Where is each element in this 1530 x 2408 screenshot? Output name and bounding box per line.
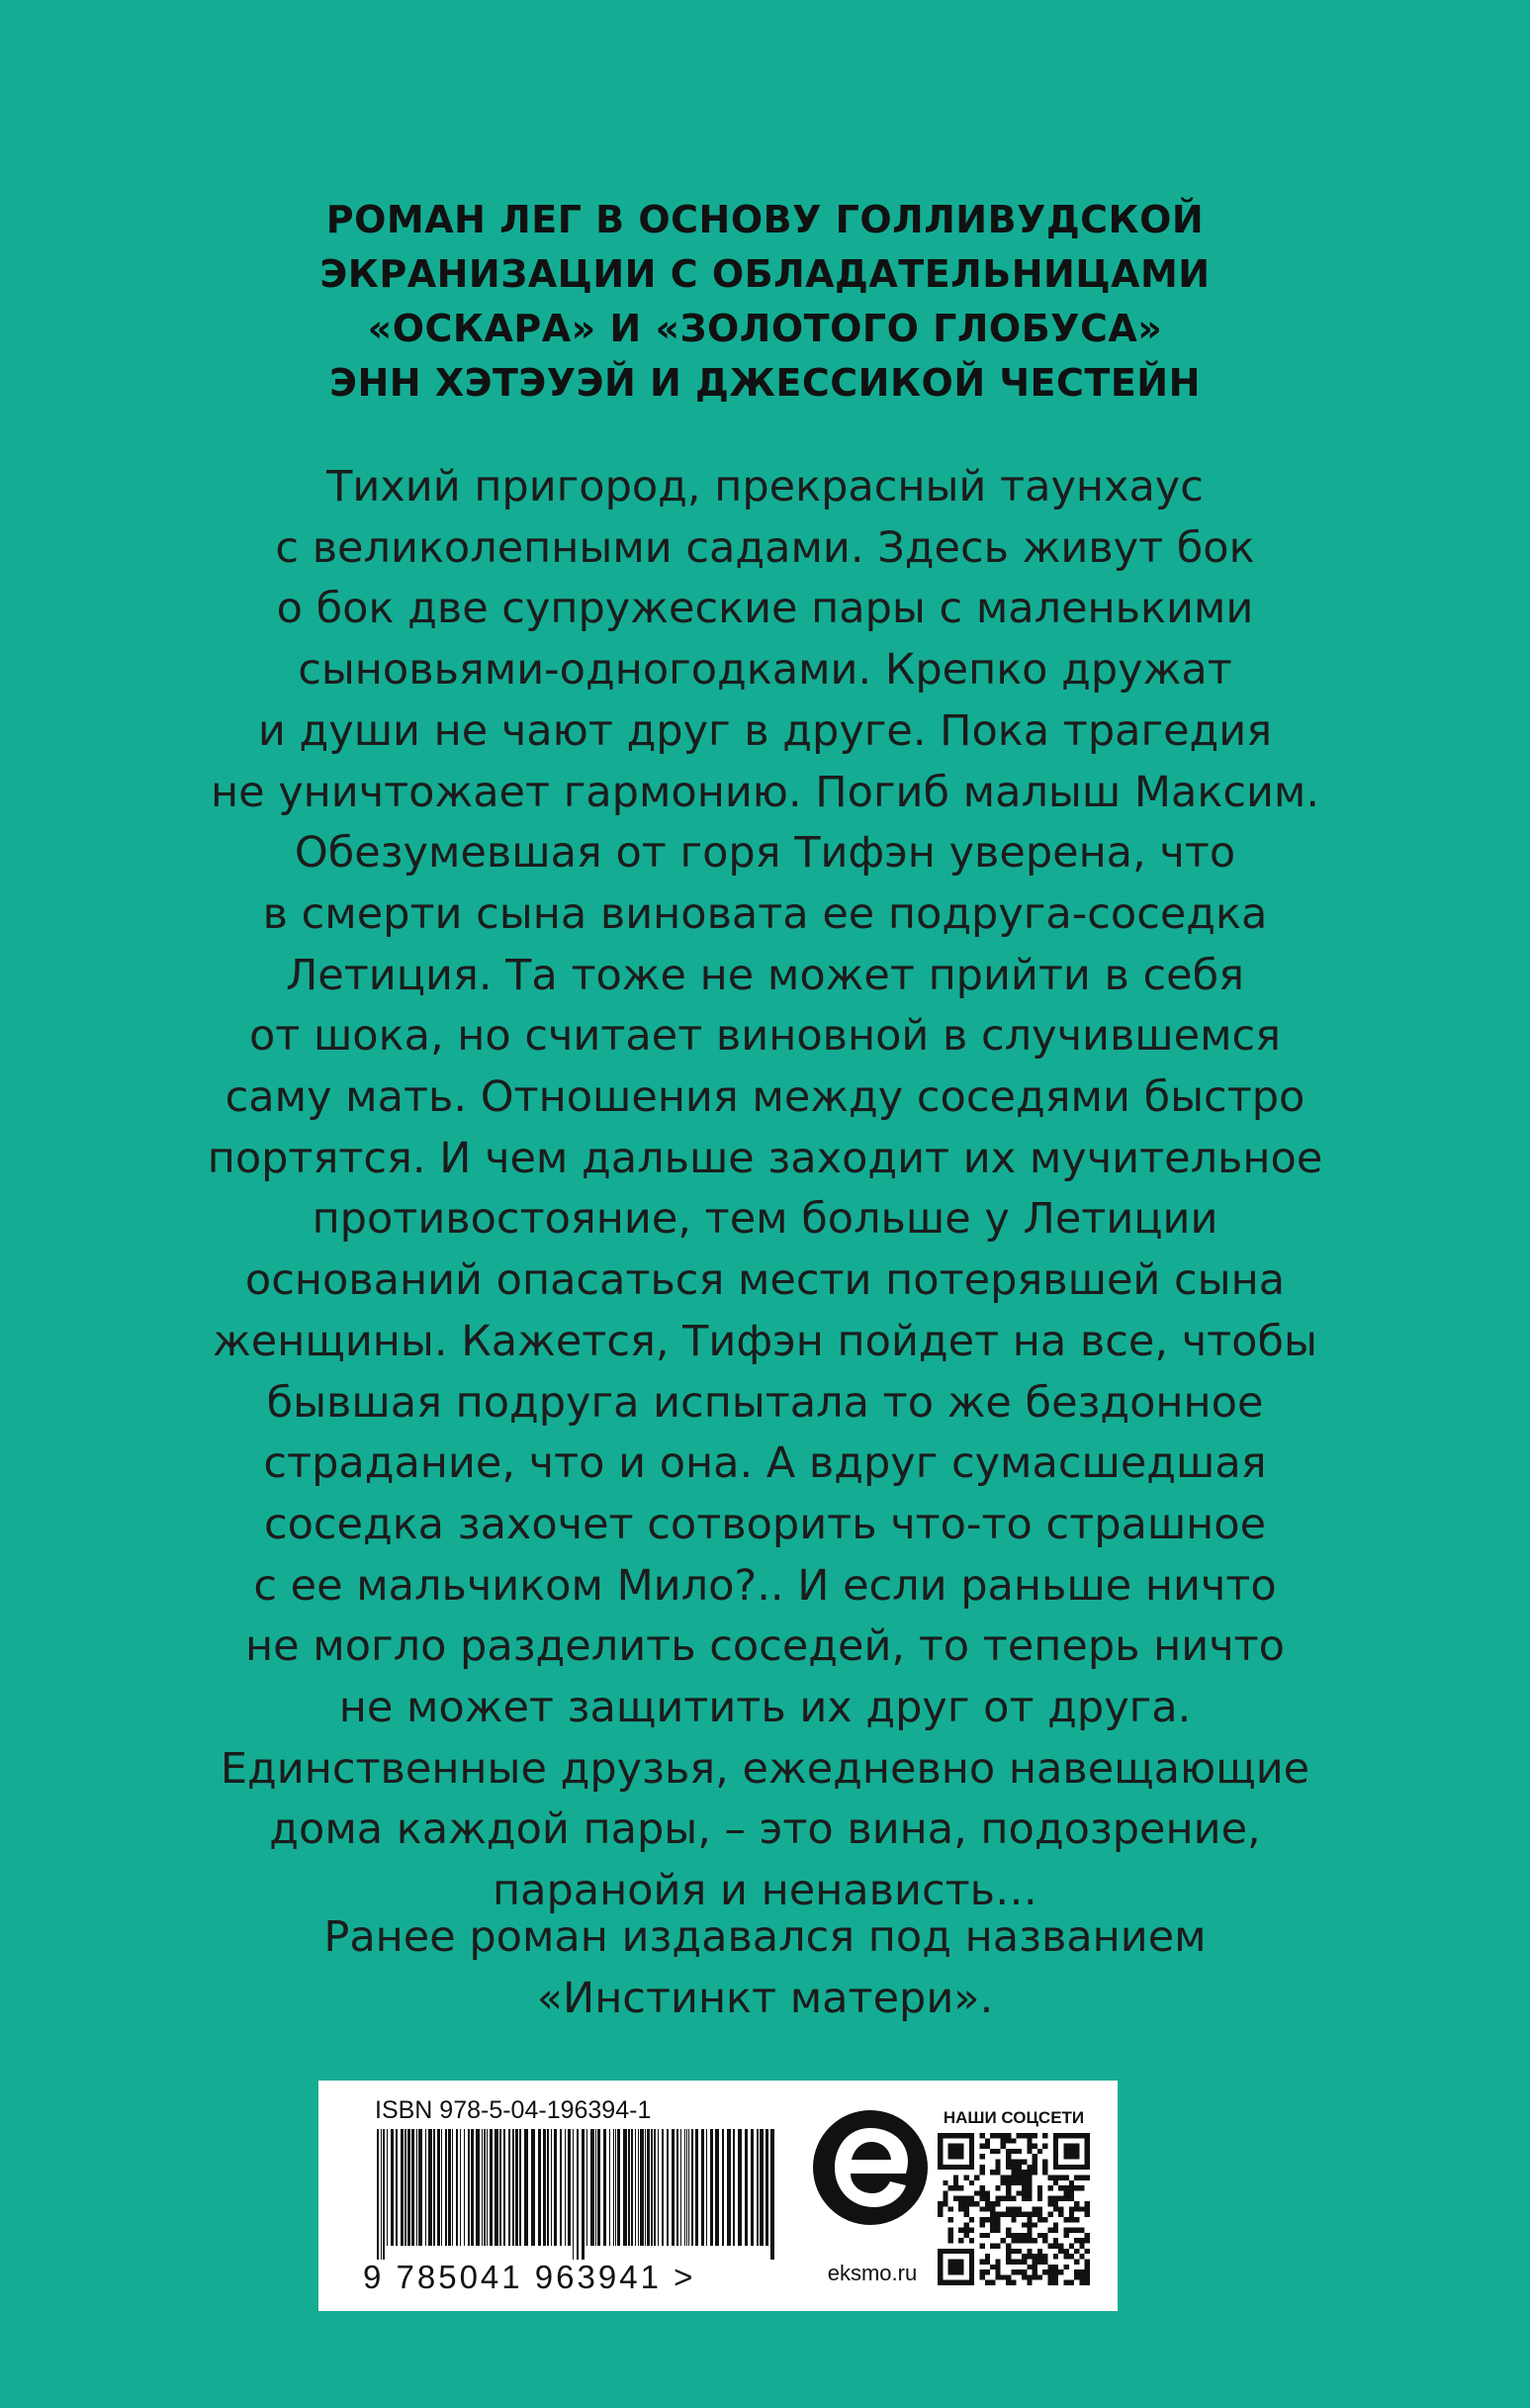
site-link[interactable]: eksmo.ru [827,2261,918,2285]
note-line: Ранее роман издавался под названием [323,1912,1207,1962]
blurb-line: о бок две супружеские пары с маленькими [276,584,1254,634]
blurb-line: Единственные друзья, ежедневно навещающие [220,1743,1310,1794]
blurb-line: соседка захочет сотворить что-то страшное [263,1499,1267,1549]
blurb-line: с великолепными садами. Здесь живут бок [275,522,1255,573]
blurb-line: женщины. Кажется, Тифэн пойдет на все, чтобы [213,1316,1317,1366]
edition-note [0,1906,1530,2029]
blurb-line: Тихий пригород, прекрасный таунхаус [326,462,1204,511]
blurb-line: противостояние, тем больше у Летиции [312,1194,1218,1245]
blurb-line: и души не чают друг в друге. Пока трагедия [257,705,1273,756]
headline-line: ЭНН ХЭТЭУЭЙ И ДЖЕССИКОЙ ЧЕСТЕЙН [329,361,1201,405]
blurb-line: с ее мальчиком Мило?.. И если раньше ничто [253,1560,1277,1611]
blurb-line: паранойя и ненависть… [493,1866,1037,1916]
barcode-icon [375,2129,782,2260]
blurb-text [0,457,1530,1922]
blurb-line: не может защитить их друг от друга. [338,1683,1192,1733]
blurb-line: бывшая подруга испытала то же бездонное [266,1377,1264,1428]
note-line: «Инстинкт матери». [536,1974,994,2023]
blurb-line: от шока, но считает виновной в случившемся [248,1011,1282,1062]
blurb-line: не могло разделить соседей, то теперь ничто [245,1621,1285,1672]
blurb-line: страдание, что и она. А вдруг сумасшедшая [263,1438,1267,1489]
headline-line: РОМАН ЛЕГ В ОСНОВУ ГОЛЛИВУДСКОЙ [325,198,1205,241]
blurb-line: Летиция. Та тоже не может прийти в себя [285,950,1245,1000]
blurb-line: оснований опасаться мести потерявшей сына [244,1255,1286,1306]
blurb-line: портятся. И чем дальше заходит их мучительное [207,1133,1323,1183]
eksmo-logo-icon[interactable] [801,2098,940,2237]
blurb-line: сыновьями-одногодками. Крепко дружат [298,645,1232,695]
info-box [318,2081,1118,2311]
headline [0,193,1530,411]
headline-line: ЭКРАНИЗАЦИИ С ОБЛАДАТЕЛЬНИЦАМИ [319,252,1211,296]
qr-code-icon[interactable] [938,2133,1090,2285]
blurb-line: саму мать. Отношения между соседями быстро [225,1072,1305,1123]
blurb-line: не уничтожает гармонию. Погиб малыш Максим. [210,767,1320,817]
headline-line: «ОСКАРА» И «ЗОЛОТОГО ГЛОБУСА» [367,307,1163,350]
blurb-line: в смерти сына виновата ее подруга-соседка [262,888,1268,939]
social-label: НАШИ СОЦСЕТИ [943,2108,1085,2127]
barcode-digits: 9 785041 963941 > [363,2259,696,2295]
blurb-line: дома каждой пары, – это вина, подозрение, [269,1805,1261,1855]
isbn-label: ISBN 978-5-04-196394-1 [375,2096,652,2124]
blurb-line: Обезумевшая от горя Тифэн уверена, что [294,828,1236,879]
